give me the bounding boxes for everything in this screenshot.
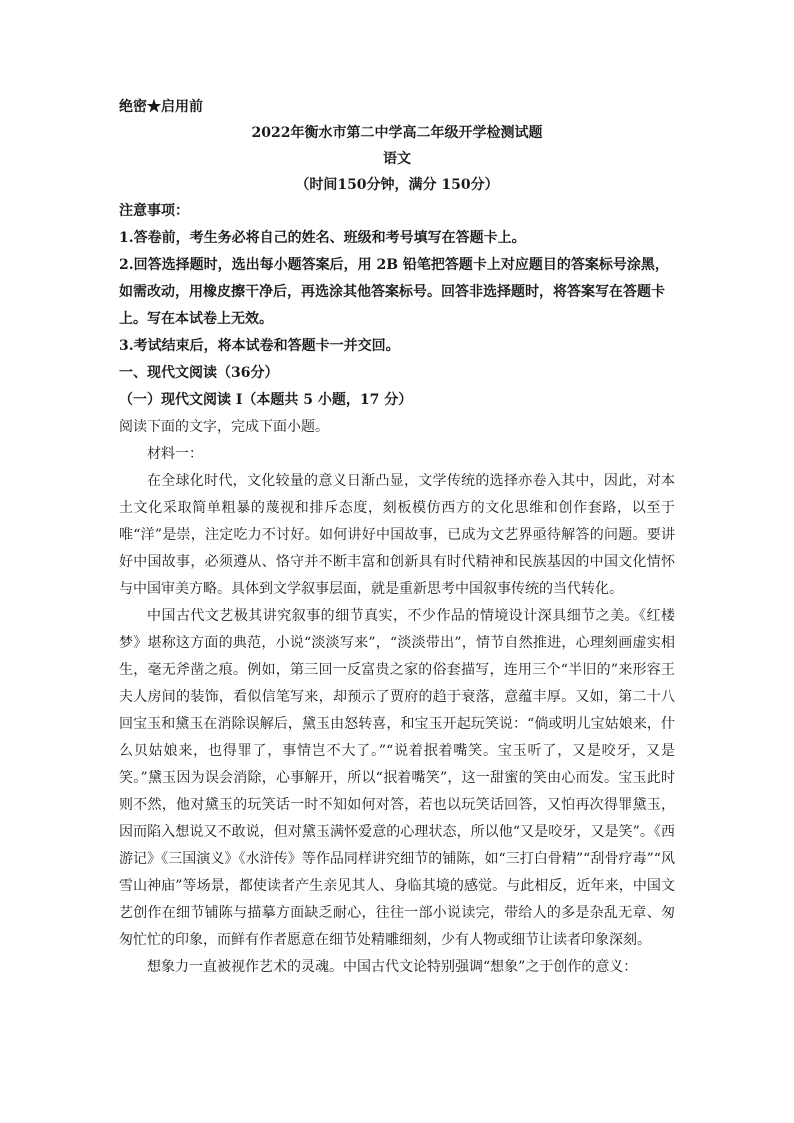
reading-instruction: 阅读下面的文字，完成下面小题。: [119, 419, 329, 435]
secret-mark: 绝密★启用前: [119, 99, 203, 115]
note-item-1: 1.答卷前，考生务必将自己的姓名、班级和考号填写在答题卡上。: [119, 230, 526, 246]
section-subheading: （一）现代文阅读 Ⅰ（本题共 5 小题，17 分）: [119, 392, 413, 408]
time-info: （时间150分钟，满分 150分）: [295, 177, 499, 193]
paragraph-3: 想象力一直被视作艺术的灵魂。中国古代文论特别强调“想象”之于创作的意义：: [147, 959, 638, 975]
note-item-2-line-2: 如需改动，用橡皮擦干净后，再选涂其他答案标号。回答非选择题时，将答案写在答题卡: [119, 284, 665, 300]
section-heading: 一、现代文阅读（36分）: [119, 365, 279, 381]
note-item-2-line-1: 2.回答选择题时，选出每小题答案后，用 2B 铅笔把答题卡上对应题目的答案标号涂黑，: [119, 257, 669, 273]
note-item-2-line-3: 上。写在本试卷上无效。: [119, 311, 273, 327]
notes-heading: 注意事项：: [119, 203, 189, 219]
exam-page: [119, 94, 675, 981]
paragraph-1: 在全球化时代，文化较量的意义日渐凸显，文学传统的选择亦卷入其中，因此，对本土文化采取简单粗暴的蔑视和排斥态度，刻板模仿西方的文化思维和创作套路，以至于唯“洋”是崇，注定吃力不讨好。如何讲好中国故事，已成为文艺界亟待解答的问题。要讲好中国故事，必须遵从、恪守并不断丰富和创新具有时代精神和民族基因的中国文化情怀与中国审美方略。具体到文学叙事层面，就是重新思考中国叙事传统的当代转化。: [119, 473, 675, 597]
paragraph-2: 中国古代文艺极其讲究叙事的细节真实，不少作品的情境设计深具细节之美。《红楼梦》堪称这方面的典范，小说“淡淡写来”，“淡淡带出”，情节自然推进，心理刻画虚实相生，毫无斧凿之痕。例如，第三回一反富贵之家的俗套描写，连用三个“半旧的”来形容王夫人房间的装饰，看似信笔写来，却预示了贾府的趋于衰落，意蕴丰厚。又如，第二十八回宝玉和黛玉在消除误解后，黛玉由怒转喜，和宝玉开起玩笑说：“倘或明儿宝姑娘来，什么贝姑娘来，也得罪了，事情岂不大了。”“说着抿着嘴笑。宝玉听了，又是咬牙，又是笑。”黛玉因为误会消除，心事解开，所以“抿着嘴笑”，这一甜蜜的笑由心而发。宝玉此时则不然，他对黛玉的玩笑话一时不知如何对答，若也以玩笑话回答，又怕再次得罪黛玉，因而陷入想说又不敢说，但对黛玉满怀爱意的心理状态，所以他“又是咬牙，又是笑”。《西游记》《三国演义》《水浒传》等作品同样讲究细节的铺陈，如“三打白骨精”“刮骨疗毒”“风雪山神庙”等场景，都使读者产生亲见其人、身临其境的感觉。与此相反，近年来，中国文艺创作在细节铺陈与描摹方面缺乏耐心，往往一部小说读完，带给人的多是杂乱无章、匆匆忙忙的印象，而鲜有作者愿意在细节处精雕细刻，少有人物或细节让读者印象深刻。: [119, 608, 675, 948]
material-label: 材料一：: [147, 446, 203, 462]
note-item-3: 3.考试结束后，将本试卷和答题卡一并交回。: [119, 338, 400, 354]
exam-title: 2022年衡水市第二中学高二年级开学检测试题: [251, 125, 543, 141]
subject-title: 语文: [383, 151, 411, 167]
